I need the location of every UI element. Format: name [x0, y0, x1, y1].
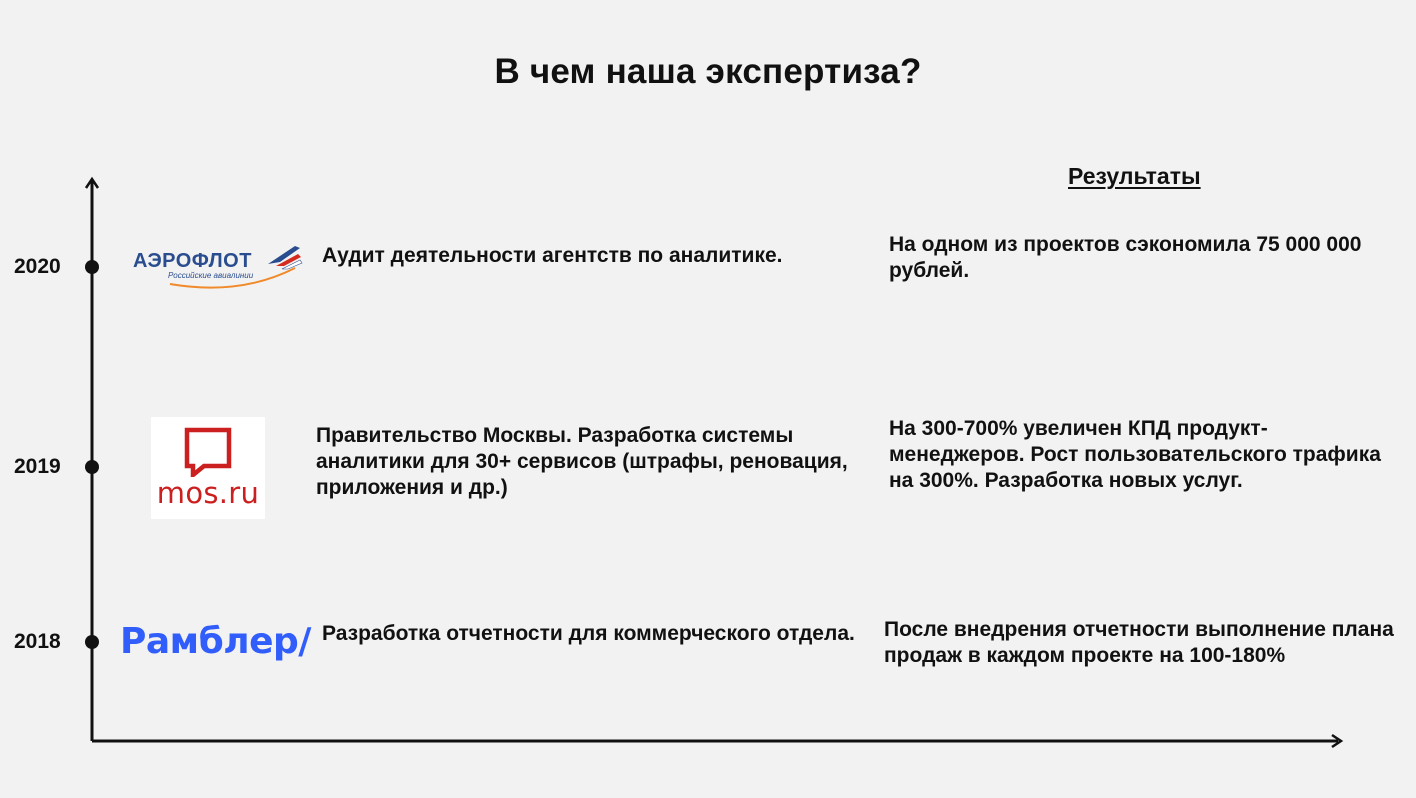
- result-2020: На одном из проектов сэкономила 75 000 000 рублей.: [889, 233, 1362, 282]
- aeroflot-logo: [130, 240, 305, 295]
- description-2019: Правительство Москвы. Разработка системы аналитики для 30+ сервисов (штрафы, реновация, приложения и др.): [316, 424, 848, 499]
- slide-title: В чем наша экспертиза?: [494, 52, 922, 91]
- description-2018: Разработка отчетности для коммерческого отдела.: [322, 622, 855, 645]
- timeline-marker-2019: [85, 460, 99, 474]
- rambler-logo: Рамблер/: [120, 621, 311, 662]
- timeline-marker-2020: [85, 260, 99, 274]
- year-label-2020: 2020: [14, 255, 61, 278]
- result-2019: На 300-700% увеличен КПД продукт-менеджеров. Рост пользовательского трафика на 300%. Разработка новых услуг.: [889, 417, 1381, 492]
- description-2020: Аудит деятельности агентств по аналитике.: [322, 244, 783, 267]
- timeline-marker-2018: [85, 635, 99, 649]
- year-label-2018: 2018: [14, 630, 61, 653]
- aeroflot-wing-icon: [268, 246, 300, 264]
- speech-bubble-icon: [184, 427, 232, 477]
- mos-logo: [151, 417, 265, 519]
- aeroflot-logo-name: АЭРОФЛОТ: [133, 250, 252, 272]
- aeroflot-logo-subtitle: Российские авиалинии: [168, 271, 254, 280]
- mos-logo-text: mos.ru: [156, 476, 260, 510]
- results-header: Результаты: [1068, 163, 1201, 189]
- result-2018: После внедрения отчетности выполнение плана продаж в каждом проекте на 100-180%: [884, 618, 1394, 667]
- year-label-2019: 2019: [14, 455, 61, 478]
